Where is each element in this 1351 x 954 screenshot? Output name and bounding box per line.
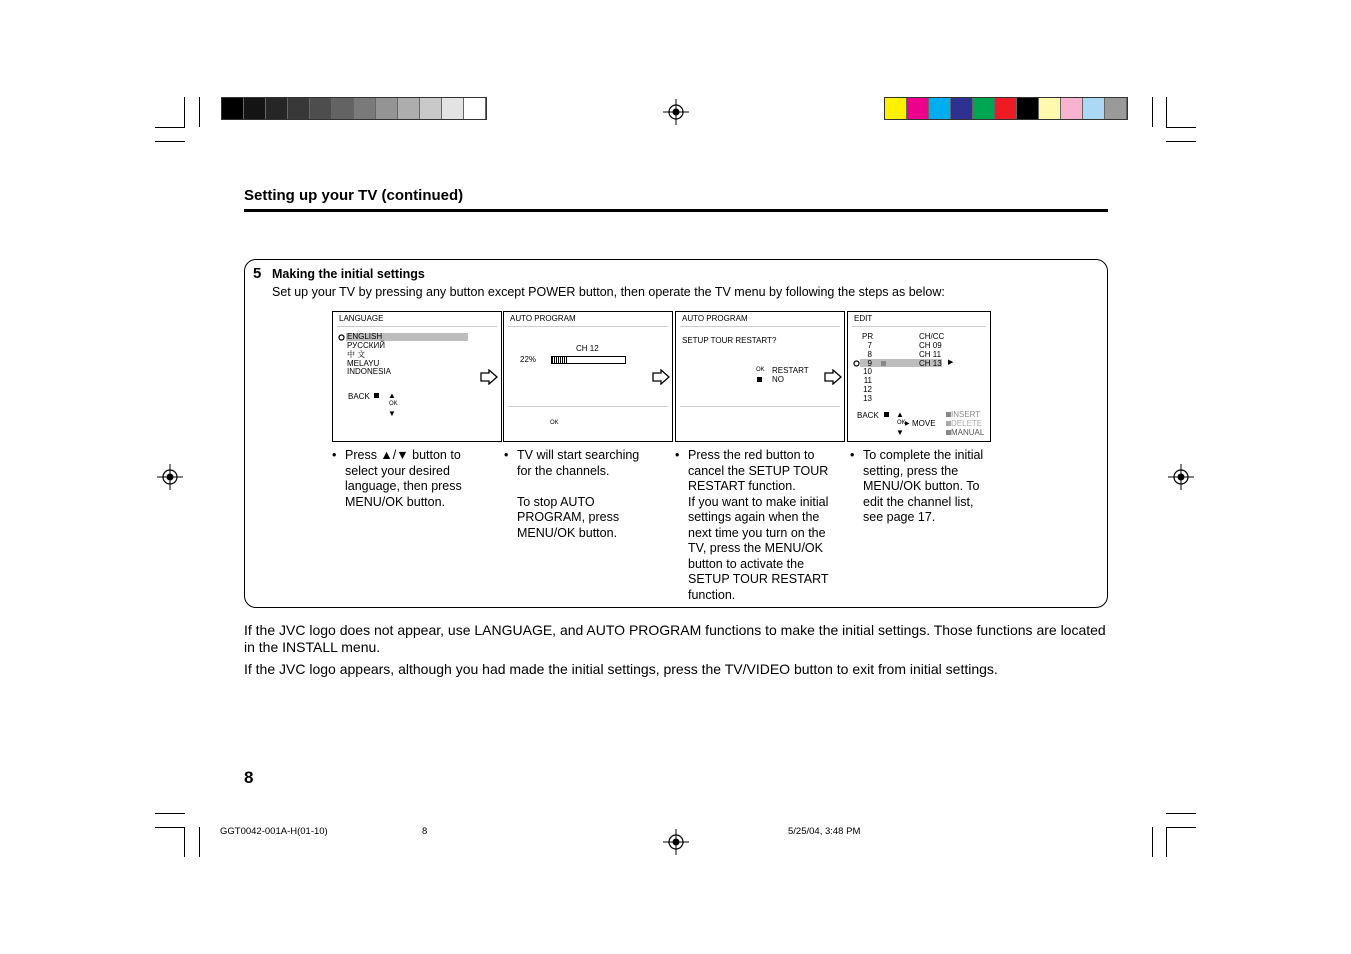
color-swatch xyxy=(951,98,973,119)
color-calibration-strip xyxy=(884,97,1128,120)
language-option[interactable]: MELAYU xyxy=(347,359,380,368)
ok-label: OK xyxy=(389,401,398,407)
caption-auto-program-step: • TV will start searching for the channels. To stop AUTO PROGRAM, press MENU/OK button. xyxy=(517,448,667,541)
page-number: 8 xyxy=(244,768,254,787)
caption-line: Press ▲/▼ button to xyxy=(345,448,461,462)
color-swatch xyxy=(310,98,332,119)
footer-doc-code: GGT0042-001A-H(01-10) xyxy=(220,826,328,837)
registration-mark-icon xyxy=(157,464,183,490)
color-swatch xyxy=(266,98,288,119)
caption-line: TV, press the MENU/OK xyxy=(688,541,823,555)
caption-line: SETUP TOUR RESTART xyxy=(688,572,829,586)
caption-line: select your desired xyxy=(345,463,450,478)
caption-line: To stop AUTO xyxy=(517,494,595,509)
color-swatch xyxy=(442,98,464,119)
up-arrow-icon: ▲ xyxy=(388,391,396,400)
caption-line: To complete the initial xyxy=(863,448,984,462)
table-row[interactable]: 13 xyxy=(863,394,872,403)
registration-mark-icon xyxy=(663,99,689,125)
table-row[interactable]: 11 xyxy=(863,376,872,385)
screen-title: AUTO PROGRAM xyxy=(682,314,748,323)
cursor-dot-icon xyxy=(853,360,860,367)
color-swatch xyxy=(244,98,266,119)
color-swatch xyxy=(929,98,951,119)
caption-line: MENU/OK button. xyxy=(517,525,618,540)
title-divider xyxy=(244,209,1108,212)
insert-option[interactable]: INSERT xyxy=(946,410,980,419)
color-swatch xyxy=(222,98,244,119)
grayscale-calibration-strip xyxy=(221,97,487,120)
caption-line: see page 17. xyxy=(863,510,936,524)
registration-mark-icon xyxy=(663,829,689,855)
color-swatch xyxy=(973,98,995,119)
edit-screen xyxy=(847,311,991,442)
ok-label: OK xyxy=(756,367,765,373)
color-swatch xyxy=(332,98,354,119)
ok-label: OK xyxy=(550,420,559,426)
caption-restart-step: • Press the red button to cancel the SETUP TOUR RESTART function. If you want to make initial settings again when the next time you turn on the TV, press the MENU/OK button to activate the SETUP TOUR RESTART function. xyxy=(688,448,848,603)
caption-line: button to activate the xyxy=(688,556,805,571)
caption-line: edit the channel list, xyxy=(863,494,974,509)
footer-timestamp: 5/25/04, 3:48 PM xyxy=(788,826,861,837)
step-description: Set up your TV by pressing any button except POWER button, then operate the TV menu by following the steps as below: xyxy=(272,285,945,299)
down-arrow-icon: ▼ xyxy=(896,428,904,437)
page-title: Setting up your TV (continued) xyxy=(244,187,464,204)
ok-label: OK xyxy=(897,420,906,426)
next-arrow-icon xyxy=(480,369,498,385)
down-arrow-icon: ▼ xyxy=(388,409,396,418)
caption-line: next time you turn on the xyxy=(688,525,826,540)
caption-line: function. xyxy=(688,587,736,602)
caption-line: TV will start searching xyxy=(517,448,640,462)
screen-title: AUTO PROGRAM xyxy=(510,314,576,323)
red-button-square-icon xyxy=(757,377,762,382)
color-swatch xyxy=(376,98,398,119)
caption-line: for the channels. xyxy=(517,463,610,478)
column-header-chcc: CH/CC xyxy=(919,332,945,341)
right-arrow-icon: ▶ xyxy=(905,421,910,427)
color-swatch xyxy=(1083,98,1105,119)
table-row[interactable]: 9 CH 13 xyxy=(867,359,942,368)
restart-option[interactable]: RESTART xyxy=(772,366,809,375)
no-option[interactable]: NO xyxy=(772,375,784,384)
body-paragraph-logo-missing: If the JVC logo does not appear, use LANGUAGE, and AUTO PROGRAM functions to make the initial settings. Those functions are located in the INSTALL menu. xyxy=(244,622,1106,655)
language-option[interactable]: ENGLISH xyxy=(347,332,383,341)
step-heading: Making the initial settings xyxy=(272,267,425,281)
move-label: MOVE xyxy=(912,419,936,428)
color-swatch xyxy=(995,98,1017,119)
caption-line: MENU/OK button. To xyxy=(863,479,980,493)
caption-edit-step: • To complete the initial setting, press the MENU/OK button. To edit the channel list, see page 17. xyxy=(863,448,1013,526)
caption-line: language, then press xyxy=(345,479,462,493)
progress-bar xyxy=(551,356,626,364)
color-swatch xyxy=(1017,98,1039,119)
table-row[interactable]: 12 xyxy=(863,385,872,394)
caption-line: MENU/OK button. xyxy=(345,494,446,509)
caption-line: RESTART function. xyxy=(688,479,796,493)
column-header-pr: PR xyxy=(862,332,874,341)
manual-option[interactable]: MANUAL xyxy=(946,428,984,437)
progress-fill xyxy=(552,357,568,363)
registration-mark-icon xyxy=(1168,464,1194,490)
caption-language-step: • Press ▲/▼ button to select your desired language, then press MENU/OK button. xyxy=(345,448,495,510)
footer-page: 8 xyxy=(422,826,428,837)
restart-question: SETUP TOUR RESTART? xyxy=(682,336,777,345)
auto-program-screen xyxy=(503,311,673,442)
delete-option[interactable]: DELETE xyxy=(946,419,982,428)
color-swatch xyxy=(288,98,310,119)
channel-label: CH 12 xyxy=(576,344,599,353)
caption-line: cancel the SETUP TOUR xyxy=(688,463,829,478)
color-swatch xyxy=(885,98,907,119)
table-row[interactable]: 7 CH 09 xyxy=(867,341,942,350)
table-row[interactable]: 8 CH 11 xyxy=(867,350,942,359)
right-arrow-icon: ▶ xyxy=(948,359,954,366)
cursor-dot-icon xyxy=(338,334,345,341)
body-paragraph-logo-present: If the JVC logo appears, although you had made the initial settings, press the TV/VIDEO button to exit from initial settings. xyxy=(244,661,998,677)
color-swatch xyxy=(354,98,376,119)
step-number: 5 xyxy=(253,265,262,282)
language-option[interactable]: INDONESIA xyxy=(347,367,392,376)
stop-square-icon xyxy=(374,393,379,398)
table-row[interactable]: 10 xyxy=(863,367,872,376)
up-arrow-icon: ▲ xyxy=(896,410,904,419)
color-swatch xyxy=(1105,98,1127,119)
screen-title: EDIT xyxy=(854,314,873,323)
next-arrow-icon xyxy=(824,369,842,385)
back-label: BACK xyxy=(857,411,879,420)
color-swatch xyxy=(1039,98,1061,119)
language-option[interactable]: 中 文 xyxy=(347,350,366,359)
color-swatch xyxy=(907,98,929,119)
setup-tour-restart-screen xyxy=(675,311,845,442)
caption-line: setting, press the xyxy=(863,463,959,478)
screen-title: LANGUAGE xyxy=(339,314,384,323)
caption-line: PROGRAM, press xyxy=(517,510,620,524)
progress-percent: 22% xyxy=(520,355,537,364)
language-screen xyxy=(332,311,502,442)
color-swatch xyxy=(464,98,486,119)
language-option[interactable]: РУССКИЙ xyxy=(347,341,385,350)
color-swatch xyxy=(1061,98,1083,119)
caption-line: Press the red button to xyxy=(688,448,815,462)
color-swatch xyxy=(398,98,420,119)
color-swatch xyxy=(420,98,442,119)
stop-square-icon xyxy=(884,412,889,417)
caption-line xyxy=(517,479,667,495)
caption-line: settings again when the xyxy=(688,510,820,524)
caption-line: If you want to make initial xyxy=(688,494,829,509)
next-arrow-icon xyxy=(652,369,670,385)
back-label: BACK xyxy=(348,392,370,401)
